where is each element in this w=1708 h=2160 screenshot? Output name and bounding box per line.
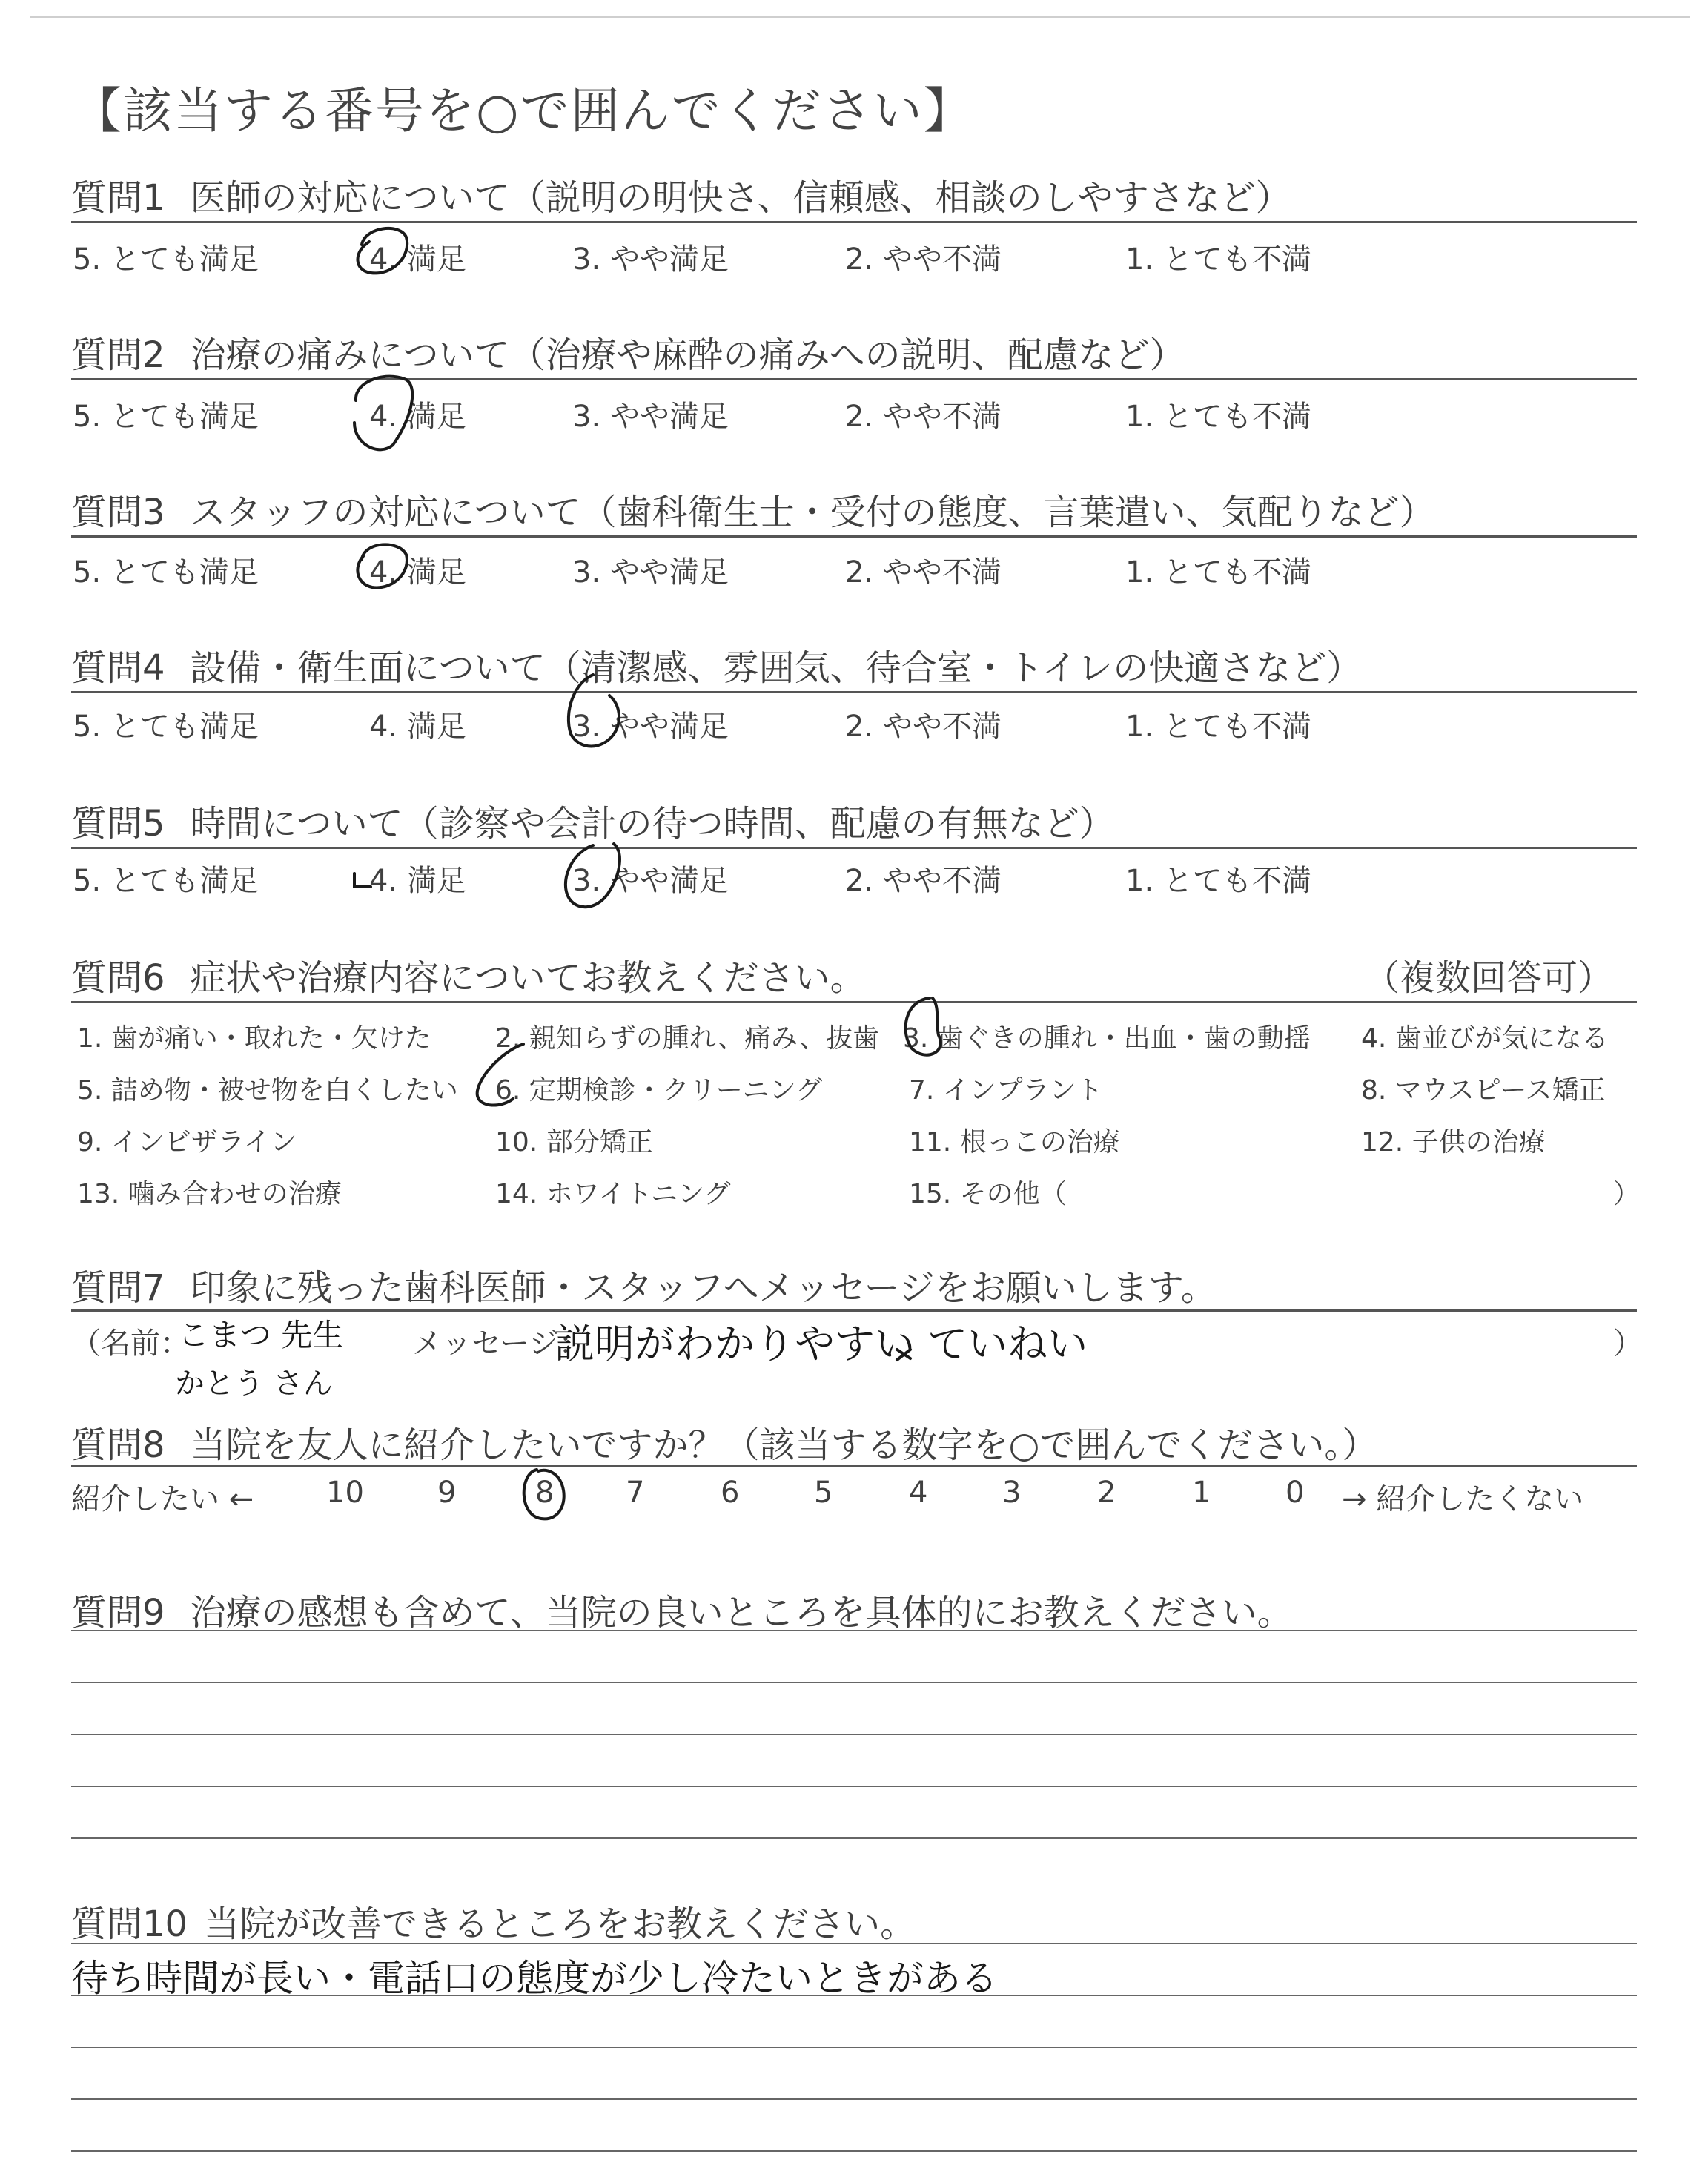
- q5-option-5[interactable]: 5. とても満足: [73, 864, 259, 898]
- question-10-title: 質問10 当院が改善できるところをお教えください。: [71, 1903, 916, 1945]
- q6-option-12[interactable]: 12. 子供の治療: [1361, 1127, 1546, 1157]
- q2-option-3[interactable]: 3. やや満足: [572, 400, 729, 434]
- q2-option-2[interactable]: 2. やや不満: [845, 400, 1002, 434]
- question-3-rule: [71, 535, 1637, 538]
- q7-message-label: メッセージ：: [412, 1327, 589, 1361]
- q4-option-5[interactable]: 5. とても満足: [73, 710, 259, 744]
- question-6-rule: [71, 1001, 1637, 1003]
- q6-option-10[interactable]: 10. 部分矯正: [495, 1127, 653, 1157]
- q4-option-3[interactable]: 3. やや満足: [572, 710, 729, 744]
- q6-option-13[interactable]: 13. 噛み合わせの治療: [77, 1179, 342, 1209]
- q4-option-2[interactable]: 2. やや不満: [845, 710, 1002, 744]
- q10-answer-line-5[interactable]: [71, 2150, 1637, 2152]
- q10-answer-line-3[interactable]: [71, 2047, 1637, 2048]
- q3-option-1[interactable]: 1. とても不満: [1125, 555, 1311, 589]
- question-5-title: 質問5 時間について（診察や会計の待つ時間、配慮の有無など）: [71, 803, 1115, 845]
- question-2-title: 質問2 治療の痛みについて（治療や麻酔の痛みへの説明、配慮など）: [71, 334, 1185, 376]
- q7-name-label: （名前：: [71, 1327, 190, 1361]
- q6-option-5[interactable]: 5. 詰め物・被せ物を白くしたい: [77, 1075, 458, 1106]
- q6-option-7[interactable]: 7. インプラント: [909, 1075, 1103, 1106]
- q1-option-2[interactable]: 2. やや不満: [845, 242, 1002, 277]
- q8-scale-5[interactable]: 5: [814, 1476, 833, 1510]
- question-1-rule: [71, 221, 1637, 223]
- q8-scale-10[interactable]: 10: [326, 1476, 364, 1510]
- q6-option-3[interactable]: 3. 歯ぐきの腫れ・出血・歯の動揺: [903, 1023, 1311, 1054]
- q6-option-8[interactable]: 8. マウスピース矯正: [1361, 1075, 1606, 1106]
- q4-option-1[interactable]: 1. とても不満: [1125, 710, 1311, 744]
- q10-answer-line-2[interactable]: [71, 1995, 1637, 1996]
- q6-option-11[interactable]: 11. 根っこの治療: [909, 1127, 1120, 1157]
- q6-option-6[interactable]: 6. 定期検診・クリーニング: [495, 1075, 823, 1106]
- q8-scale-0[interactable]: 0: [1285, 1476, 1305, 1510]
- q3-option-4[interactable]: 4. 満足: [369, 555, 466, 589]
- q10-answer-line-1[interactable]: [71, 1943, 1637, 1944]
- q7-name-handwritten-1[interactable]: こまつ 先生: [178, 1317, 344, 1353]
- q6-option-14[interactable]: 14. ホワイトニング: [495, 1179, 731, 1209]
- q2-option-5[interactable]: 5. とても満足: [73, 400, 259, 434]
- q8-scale-3[interactable]: 3: [1002, 1476, 1022, 1510]
- q8-scale-8[interactable]: 8: [535, 1476, 555, 1510]
- q8-scale-2[interactable]: 2: [1097, 1476, 1116, 1510]
- q6-option-4[interactable]: 4. 歯並びが気になる: [1361, 1023, 1609, 1054]
- q3-option-3[interactable]: 3. やや満足: [572, 555, 729, 589]
- q8-left-label: 紹介したい ←: [71, 1482, 254, 1516]
- question-9-title: 質問9 治療の感想も含めて、当院の良いところを具体的にお教えください。: [71, 1592, 1293, 1634]
- q8-scale-9[interactable]: 9: [437, 1476, 457, 1510]
- q5-option-1[interactable]: 1. とても不満: [1125, 864, 1311, 898]
- q5-option-3[interactable]: 3. やや満足: [572, 864, 729, 898]
- q1-option-3[interactable]: 3. やや満足: [572, 242, 729, 277]
- q10-answer-handwritten[interactable]: 待ち時間が長い・電話口の態度が少し冷たいときがある: [71, 1957, 998, 2000]
- q6-option-9[interactable]: 9. インビザライン: [77, 1127, 297, 1157]
- q8-right-label: → 紹介したくない: [1342, 1482, 1584, 1516]
- q6-option-15[interactable]: 15. その他（: [909, 1179, 1067, 1209]
- q10-answer-line-4[interactable]: [71, 2098, 1637, 2100]
- q9-answer-line-5[interactable]: [71, 1837, 1637, 1839]
- q1-option-1[interactable]: 1. とても不満: [1125, 242, 1311, 277]
- question-1-title: 質問1 医師の対応について（説明の明快さ、信頼感、相談のしやすさなど）: [71, 177, 1291, 219]
- q5-option-2[interactable]: 2. やや不満: [845, 864, 1002, 898]
- question-6-note: （複数回答可）: [1364, 957, 1614, 999]
- scan-edge: [30, 16, 1690, 18]
- q2-option-4[interactable]: 4. 満足: [369, 400, 466, 434]
- q7-name-handwritten-2[interactable]: かとう さん: [175, 1367, 333, 1401]
- question-4-rule: [71, 691, 1637, 693]
- q3-option-5[interactable]: 5. とても満足: [73, 555, 259, 589]
- q2-option-1[interactable]: 1. とても不満: [1125, 400, 1311, 434]
- q6-option-15-close: ）: [1613, 1179, 1641, 1209]
- question-8-title: 質問8 当院を友人に紹介したいですか？（該当する数字を○で囲んでください。）: [71, 1424, 1378, 1466]
- q8-scale-4[interactable]: 4: [909, 1476, 928, 1510]
- q3-option-2[interactable]: 2. やや不満: [845, 555, 1002, 589]
- q1-option-4[interactable]: 4. 満足: [369, 242, 466, 277]
- instruction-header: 【該当する番号を○で囲んでください】: [73, 82, 974, 139]
- q4-option-4[interactable]: 4. 満足: [369, 710, 466, 744]
- question-3-title: 質問3 スタッフの対応について（歯科衛生士・受付の態度、言葉遣い、気配りなど）: [71, 492, 1435, 533]
- q7-message-handwritten[interactable]: 説明がわかりやすい ていねい: [555, 1321, 1088, 1367]
- q6-option-2[interactable]: 2. 親知らずの腫れ、痛み、抜歯: [495, 1023, 880, 1054]
- question-6-title: 質問6 症状や治療内容についてお教えください。: [71, 957, 866, 999]
- question-5-rule: [71, 847, 1637, 849]
- q9-answer-line-4[interactable]: [71, 1786, 1637, 1787]
- q9-answer-line-1[interactable]: [71, 1630, 1637, 1631]
- q9-answer-line-2[interactable]: [71, 1682, 1637, 1683]
- question-7-title: 質問7 印象に残った歯科医師・スタッフへメッセージをお願いします。: [71, 1267, 1217, 1309]
- q5-option-4[interactable]: 4. 満足: [369, 864, 466, 898]
- question-8-rule: [71, 1465, 1637, 1467]
- q1-option-5[interactable]: 5. とても満足: [73, 242, 259, 277]
- q8-scale-6[interactable]: 6: [721, 1476, 740, 1510]
- q9-answer-line-3[interactable]: [71, 1734, 1637, 1735]
- q7-close-paren: ）: [1613, 1327, 1643, 1361]
- q5-stray-mark: [354, 873, 371, 887]
- question-4-title: 質問4 設備・衛生面について（清潔感、雰囲気、待合室・トイレの快適さなど）: [71, 647, 1363, 689]
- q8-scale-1[interactable]: 1: [1192, 1476, 1211, 1510]
- question-2-rule: [71, 378, 1637, 380]
- q6-option-1[interactable]: 1. 歯が痛い・取れた・欠けた: [77, 1023, 431, 1054]
- q8-scale-7[interactable]: 7: [626, 1476, 645, 1510]
